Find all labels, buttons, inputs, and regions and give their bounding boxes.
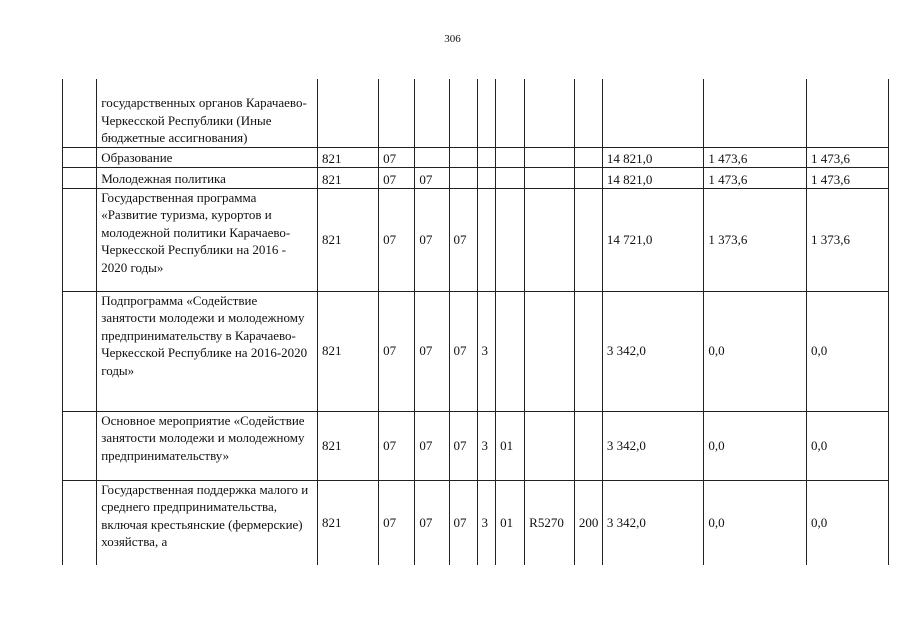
- row-number-cell: [63, 79, 97, 147]
- amount-year3-cell: 0,0: [807, 291, 889, 411]
- subsection-code-cell: [415, 79, 449, 147]
- amount-year3-cell: 1 473,6: [807, 147, 889, 167]
- direction-code-cell: [525, 79, 575, 147]
- table-row: [63, 411, 889, 480]
- amount-year1-cell: 3 342,0: [602, 411, 704, 480]
- ministry-code-cell: [317, 79, 378, 147]
- direction-code-cell: [525, 291, 575, 411]
- amount-year2-cell: 1 473,6: [704, 147, 807, 167]
- amount-year1-cell: 3 342,0: [602, 480, 704, 565]
- program-code-cell: 07: [449, 411, 477, 480]
- table-row: [63, 147, 889, 167]
- event-code-cell: [496, 79, 525, 147]
- row-name-cell: Государственная поддержка малого и среднего предпринимательства, включая крестьянские (фермерские) хозяйства, а: [97, 480, 318, 565]
- ministry-code-cell: 821: [317, 411, 378, 480]
- table-row: [63, 188, 889, 291]
- subprogram-code-cell: [477, 167, 496, 188]
- row-number-cell: [63, 167, 97, 188]
- amount-year1-cell: 3 342,0: [602, 291, 704, 411]
- direction-code-cell: [525, 167, 575, 188]
- program-code-cell: [449, 167, 477, 188]
- expense-type-cell: [574, 188, 602, 291]
- expense-type-cell: [574, 411, 602, 480]
- subprogram-code-cell: [477, 188, 496, 291]
- direction-code-cell: [525, 147, 575, 167]
- budget-table: [62, 79, 889, 565]
- ministry-code-cell: 821: [317, 480, 378, 565]
- program-code-cell: 07: [449, 291, 477, 411]
- amount-year2-cell: 0,0: [704, 411, 807, 480]
- section-code-cell: [379, 79, 415, 147]
- amount-year3-cell: 1 373,6: [807, 188, 889, 291]
- amount-year2-cell: 1 373,6: [704, 188, 807, 291]
- amount-year2-cell: 0,0: [704, 480, 807, 565]
- amount-year2-cell: 1 473,6: [704, 167, 807, 188]
- amount-year3-cell: [807, 79, 889, 147]
- subprogram-code-cell: 3: [477, 480, 496, 565]
- page-number: 306: [444, 33, 461, 45]
- subprogram-code-cell: [477, 147, 496, 167]
- amount-year3-cell: 1 473,6: [807, 167, 889, 188]
- subsection-code-cell: 07: [415, 188, 449, 291]
- expense-type-cell: [574, 291, 602, 411]
- section-code-cell: 07: [379, 167, 415, 188]
- subprogram-code-cell: 3: [477, 411, 496, 480]
- event-code-cell: 01: [496, 480, 525, 565]
- subsection-code-cell: 07: [415, 411, 449, 480]
- table-row: [63, 291, 889, 411]
- event-code-cell: [496, 291, 525, 411]
- event-code-cell: [496, 147, 525, 167]
- event-code-cell: [496, 167, 525, 188]
- subsection-code-cell: 07: [415, 167, 449, 188]
- program-code-cell: 07: [449, 188, 477, 291]
- row-name-cell: Государственная программа «Развитие туризма, курортов и молодежной политики Карачаево-Черкесской Республики на 2016 - 2020 годы»: [97, 188, 318, 291]
- amount-year1-cell: 14 821,0: [602, 147, 704, 167]
- section-code-cell: 07: [379, 147, 415, 167]
- row-number-cell: [63, 188, 97, 291]
- event-code-cell: 01: [496, 411, 525, 480]
- amount-year1-cell: 14 821,0: [602, 167, 704, 188]
- subsection-code-cell: 07: [415, 291, 449, 411]
- expense-type-cell: [574, 147, 602, 167]
- direction-code-cell: [525, 188, 575, 291]
- section-code-cell: 07: [379, 480, 415, 565]
- table-row: [63, 167, 889, 188]
- section-code-cell: 07: [379, 188, 415, 291]
- program-code-cell: [449, 147, 477, 167]
- direction-code-cell: R5270: [525, 480, 575, 565]
- program-code-cell: [449, 79, 477, 147]
- subprogram-code-cell: [477, 79, 496, 147]
- section-code-cell: 07: [379, 411, 415, 480]
- program-code-cell: 07: [449, 480, 477, 565]
- row-name-cell: Молодежная политика: [97, 167, 318, 188]
- direction-code-cell: [525, 411, 575, 480]
- expense-type-cell: [574, 167, 602, 188]
- row-number-cell: [63, 480, 97, 565]
- table-row: [63, 79, 889, 147]
- amount-year1-cell: 14 721,0: [602, 188, 704, 291]
- expense-type-cell: 200: [574, 480, 602, 565]
- row-name-cell: государственных органов Карачаево-Черкесской Республики (Иные бюджетные ассигнования): [97, 79, 318, 147]
- section-code-cell: 07: [379, 291, 415, 411]
- row-number-cell: [63, 291, 97, 411]
- row-number-cell: [63, 411, 97, 480]
- row-number-cell: [63, 147, 97, 167]
- row-name-cell: Подпрограмма «Содействие занятости молодежи и молодежному предпринимательству в Карачаево-Черкесской Республике на 2016-2020 годы»: [97, 291, 318, 411]
- table-row: [63, 480, 889, 565]
- ministry-code-cell: 821: [317, 188, 378, 291]
- event-code-cell: [496, 188, 525, 291]
- amount-year2-cell: 0,0: [704, 291, 807, 411]
- row-name-cell: Образование: [97, 147, 318, 167]
- subsection-code-cell: [415, 147, 449, 167]
- subprogram-code-cell: 3: [477, 291, 496, 411]
- ministry-code-cell: 821: [317, 291, 378, 411]
- amount-year3-cell: 0,0: [807, 411, 889, 480]
- amount-year3-cell: 0,0: [807, 480, 889, 565]
- subsection-code-cell: 07: [415, 480, 449, 565]
- amount-year2-cell: [704, 79, 807, 147]
- row-name-cell: Основное мероприятие «Содействие занятости молодежи и молодежному предпринимательству»: [97, 411, 318, 480]
- ministry-code-cell: 821: [317, 147, 378, 167]
- amount-year1-cell: [602, 79, 704, 147]
- ministry-code-cell: 821: [317, 167, 378, 188]
- expense-type-cell: [574, 79, 602, 147]
